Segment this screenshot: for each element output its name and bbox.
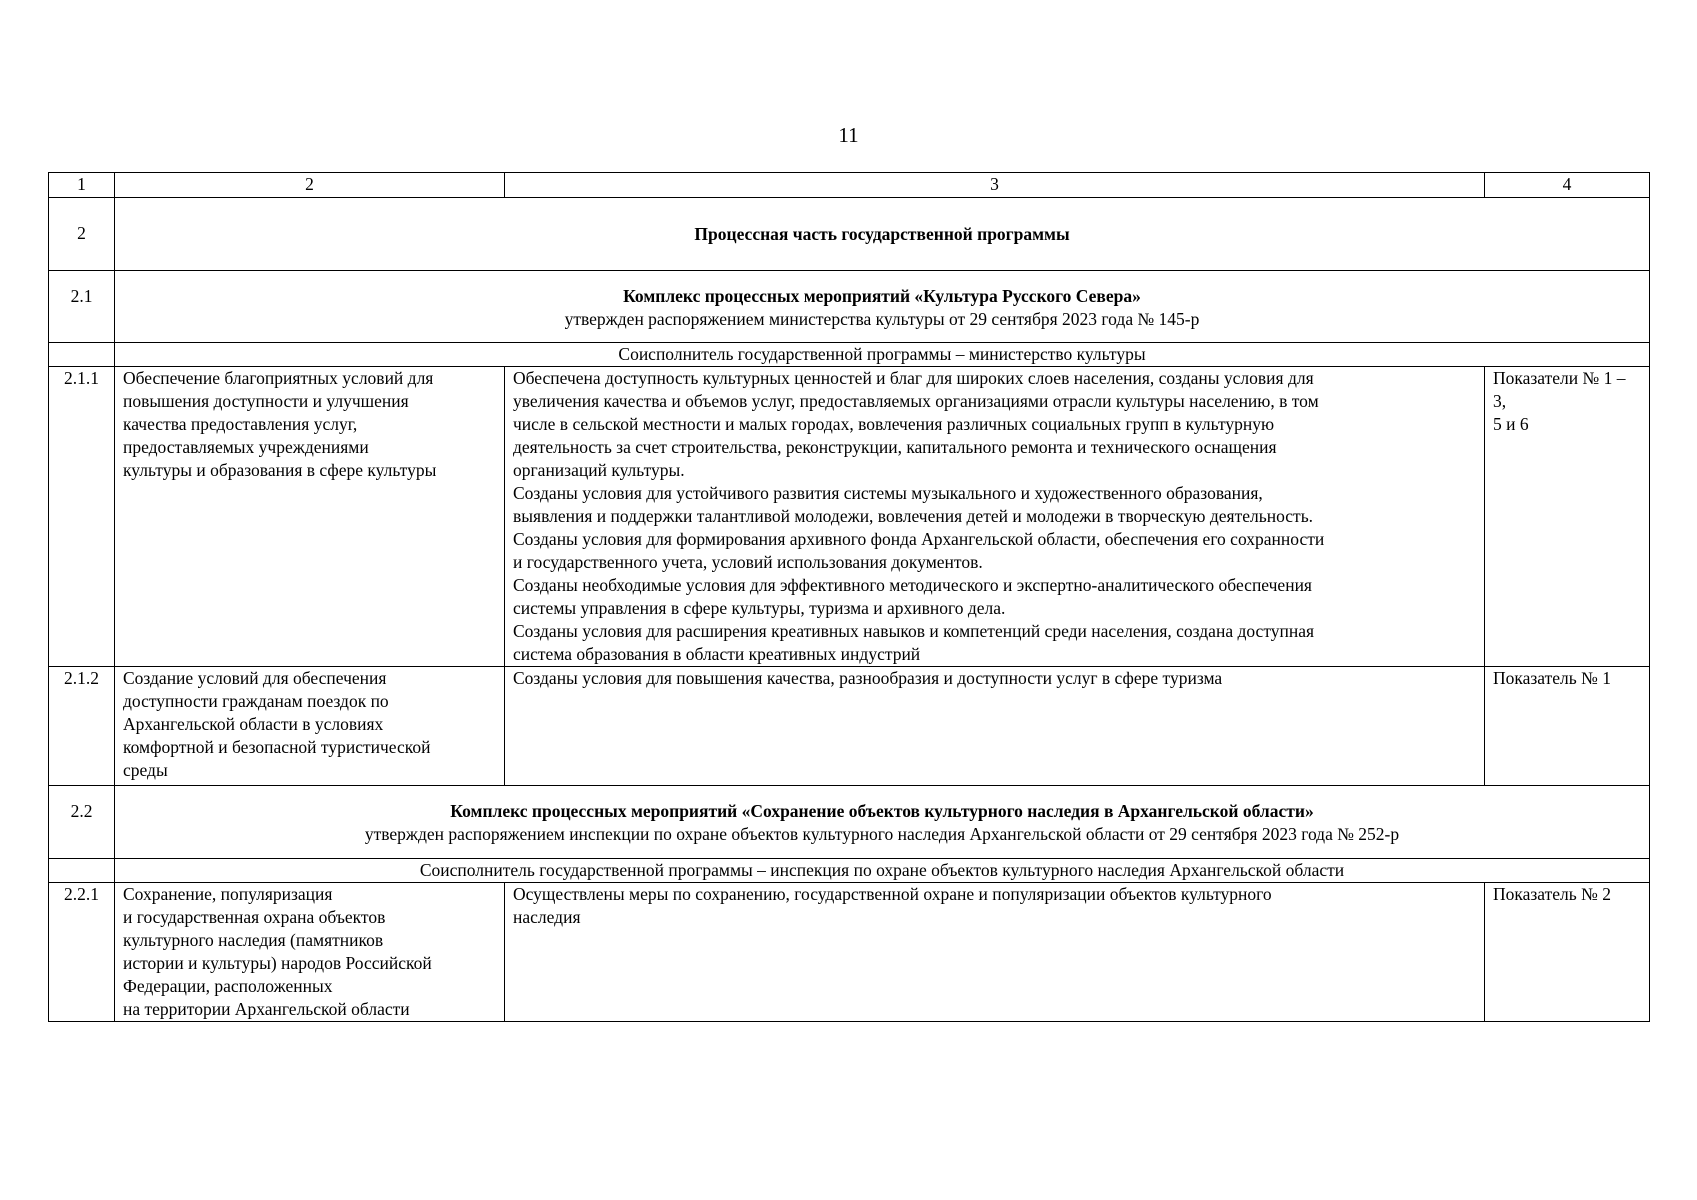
empty-cell (49, 343, 115, 367)
table-row (49, 883, 1650, 1022)
section-approval: утвержден распоряжением инспекции по охране объектов культурного наследия Архангельской области от 29 сентября 2023 года № 252-р (364, 824, 1400, 844)
section-2-row (49, 198, 1650, 271)
coexecutor-text: Соисполнитель государственной программы – министерство культуры (115, 343, 1650, 367)
header-cell-1: 1 (49, 173, 115, 198)
task-cell: Обеспечение благоприятных условий для повышения доступности и улучшения качества предоставления услуг, предоставляемых учреждениями культуры и образования в сфере культуры (115, 367, 505, 667)
coexecutor-text: Соисполнитель государственной программы – инспекция по охране объектов культурного наследия Архангельской области (115, 859, 1650, 883)
header-cell-4: 4 (1485, 173, 1650, 198)
task-cell: Создание условий для обеспечения доступности гражданам поездок по Архангельской области в условиях комфортной и безопасной туристической среды (115, 667, 505, 786)
empty-cell (49, 859, 115, 883)
section-number: 2 (49, 198, 115, 271)
section-title: Комплекс процессных мероприятий «Культура Русского Севера» (623, 286, 1141, 306)
row-number: 2.1.1 (49, 367, 115, 667)
section-approval: утвержден распоряжением министерства культуры от 29 сентября 2023 года № 145-р (564, 309, 1200, 329)
task-cell: Сохранение, популяризация и государственная охрана объектов культурного наследия (памятников истории и культуры) народов Российской Федерации, расположенных на территории Архангельской области (115, 883, 505, 1022)
section-number: 2.1 (49, 271, 115, 343)
table-header-row (49, 173, 1650, 198)
indicator-cell: Показатель № 2 (1485, 883, 1650, 1022)
section-2-2-row (49, 786, 1650, 859)
section-title-block (115, 786, 1650, 859)
section-number: 2.2 (49, 786, 115, 859)
section-2-1-row (49, 271, 1650, 343)
section-title-block (115, 271, 1650, 343)
result-cell: Созданы условия для повышения качества, разнообразия и доступности услуг в сфере туризма (505, 667, 1485, 786)
table-row (49, 367, 1650, 667)
result-cell: Обеспечена доступность культурных ценностей и благ для широких слоев населения, созданы условия для увеличения качества и объемов услуг, предоставляемых организациями отрасли культуры населению, в том числе в сельской местности и малых городах, вовлечения различных социальных групп в культурную деятельность за счет строительства, реконструкции, капитального ремонта и технического оснащения организаций культуры. Созданы условия для устойчивого развития системы музыкального и художественного образования, выявления и поддержки талантливой молодежи, вовлечения детей и молодежи в творческую деятельность. Созданы условия для формирования архивного фонда Архангельской области, обеспечения его сохранности и государственного учета, условий использования документов. Созданы необходимые условия для эффективного методического и экспертно-аналитического обеспечения системы управления в сфере культуры, туризма и архивного дела. Созданы условия для расширения креативных навыков и компетенций среди населения, создана доступная система образования в области креативных индустрий (505, 367, 1485, 667)
section-title: Комплекс процессных мероприятий «Сохранение объектов культурного наследия в Архангельской области» (450, 801, 1314, 821)
coexecutor-row (49, 343, 1650, 367)
header-cell-2: 2 (115, 173, 505, 198)
header-cell-3: 3 (505, 173, 1485, 198)
row-number: 2.1.2 (49, 667, 115, 786)
program-table (48, 172, 1650, 1022)
coexecutor-row (49, 859, 1650, 883)
table-row (49, 667, 1650, 786)
row-number: 2.2.1 (49, 883, 115, 1022)
result-cell: Осуществлены меры по сохранению, государственной охране и популяризации объектов культурного наследия (505, 883, 1485, 1022)
indicator-cell: Показатель № 1 (1485, 667, 1650, 786)
page-number: 11 (838, 123, 859, 147)
section-title: Процессная часть государственной программы (115, 198, 1650, 271)
indicator-cell: Показатели № 1 – 3, 5 и 6 (1485, 367, 1650, 667)
